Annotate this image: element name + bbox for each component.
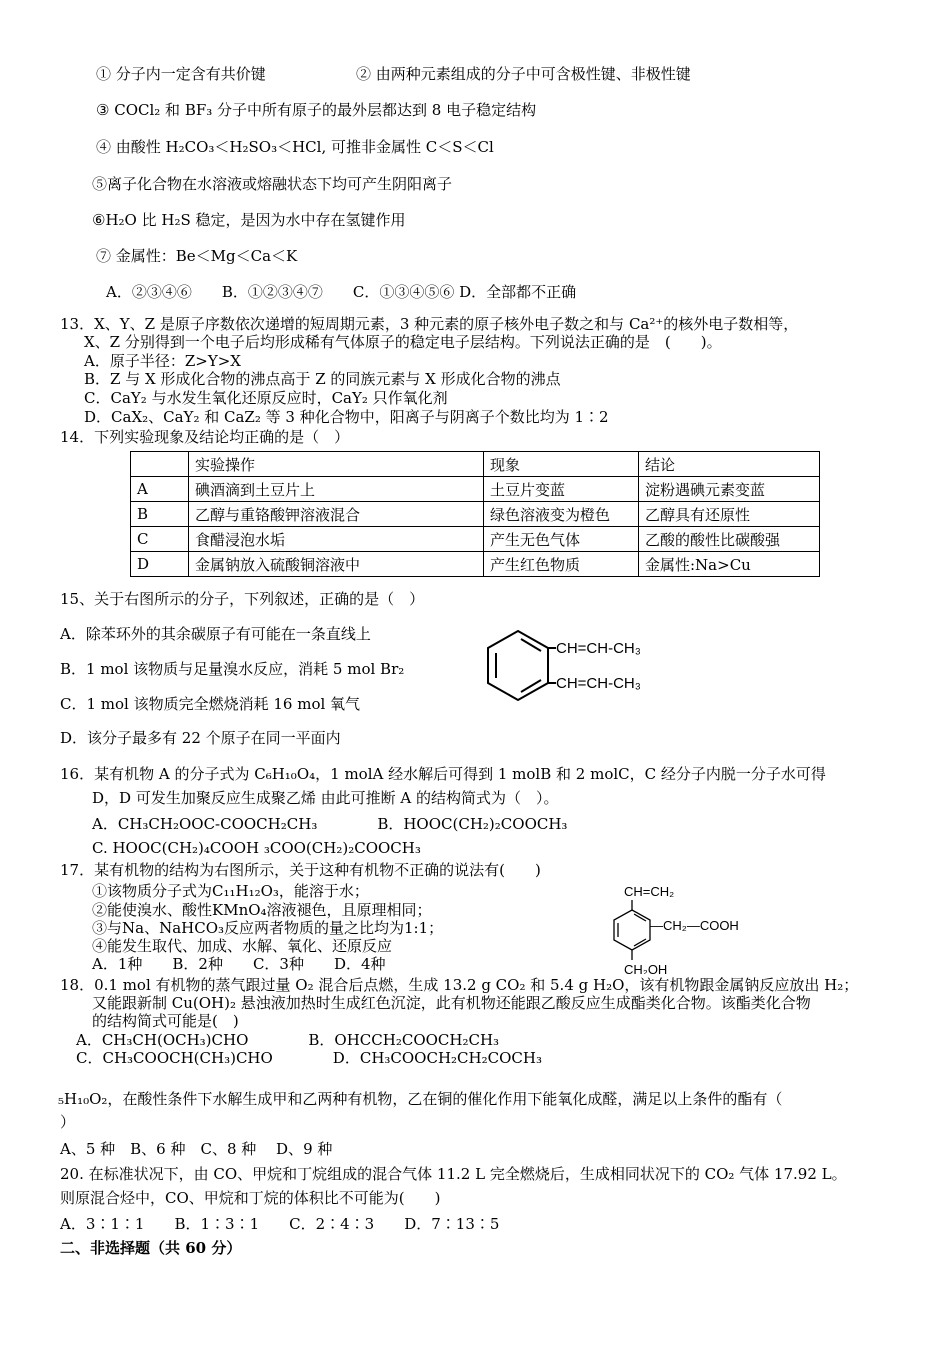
- q17-item-3: ③与Na、NaHCO₃反应两者物质的量之比均为1:1；: [92, 919, 444, 937]
- q12-statement-3: ③ COCl₂ 和 BF₃ 分子中所有原子的最外层都达到 8 电子稳定结构: [96, 101, 537, 119]
- q17-item-4: ④能发生取代、加成、水解、氧化、还原反应: [92, 937, 393, 955]
- table-cell: 绿色溶液变为橙色: [484, 502, 639, 527]
- q15-option-a: A．除苯环外的其余碳原子有可能在一条直线上: [60, 625, 371, 643]
- hydroxymethyl-label: CH₂OH: [624, 962, 668, 974]
- q13-stem-line2: X、Z 分别得到一个电子后均形成稀有气体原子的稳定电子层结构。下列说法正确的是 ( )。: [84, 333, 722, 351]
- q18-stem-line1: 18．0.1 mol 有机物的蒸气跟过量 O₂ 混合后点燃，生成 13.2 g CO₂ 和 5.4 g H₂O，该有机物跟金属钠反应放出 H₂；: [60, 976, 859, 994]
- vinyl-group-label: CH=CH₂: [624, 884, 675, 899]
- q17-options: A．1种 B．2种 C．3种 D．4种: [92, 955, 386, 973]
- experiment-table: [130, 451, 820, 577]
- q15-option-c: C．1 mol 该物质完全燃烧消耗 16 mol 氧气: [60, 695, 361, 713]
- q18-stem-line2: 又能跟新制 Cu(OH)₂ 悬浊液加热时生成红色沉淀，此有机物还能跟乙酸反应生成酯类化合物。该酯类化合物: [92, 994, 811, 1012]
- q12-statement-7: ⑦ 金属性：Be＜Mg＜Ca＜K: [96, 247, 298, 265]
- q16-options-ab: A．CH₃CH₂OOC-COOCH₂CH₃ B．HOOC(CH₂)₂COOCH₃: [92, 815, 568, 833]
- q12-statement-6: ⑥H₂O 比 H₂S 稳定，是因为水中存在氢键作用: [92, 211, 406, 229]
- q17-molecule-structure: [600, 878, 790, 974]
- q14-stem: 14．下列实验现象及结论均正确的是（ ）: [60, 428, 350, 446]
- q13-option-a: A．原子半径：Z>Y>X: [84, 352, 241, 370]
- table-cell: A: [131, 477, 189, 502]
- table-cell: 乙醇与重铬酸钾溶液混合: [189, 502, 484, 527]
- table-cell: 土豆片变蓝: [484, 477, 639, 502]
- q13-option-d: D．CaX₂、CaY₂ 和 CaZ₂ 等 3 种化合物中，阳离子与阴离子个数比均为 1∶2: [84, 408, 609, 426]
- table-row: [131, 552, 820, 577]
- q16-options-cd: C. HOOC(CH₂)₄COOH ₃COO(CH₂)₂COOCH₃: [92, 839, 421, 857]
- q17-item-1: ①该物质分子式为C₁₁H₁₂O₃，能溶于水；: [92, 882, 369, 900]
- q19-options: A、5 种 B、6 种 C、8 种 D、9 种: [60, 1140, 333, 1158]
- table-header-row: [131, 452, 820, 477]
- table-header-cell: [131, 452, 189, 477]
- table-cell: 产生红色物质: [484, 552, 639, 577]
- table-row: [131, 477, 820, 502]
- q19-stem-line2: ）: [60, 1113, 76, 1131]
- table-cell: 乙醇具有还原性: [639, 502, 820, 527]
- q20-stem-line1: 20. 在标准状况下，由 CO、甲烷和丁烷组成的混合气体 11.2 L 完全燃烧后，生成相同状况下的 CO₂ 气体 17.92 L。: [60, 1165, 847, 1183]
- q13-option-c: C．CaY₂ 与水发生氧化还原反应时，CaY₂ 只作氧化剂: [84, 389, 448, 407]
- table-header-cell: 现象: [484, 452, 639, 477]
- table-cell: C: [131, 527, 189, 552]
- table-row: [131, 502, 820, 527]
- q16-stem-line2: D，D 可发生加聚反应生成聚乙烯 由此可推断 A 的结构简式为（ ）。: [92, 789, 559, 807]
- q18-options-ab: A．CH₃CH(OCH₃)CHO B．OHCCH₂COOCH₂CH₃: [76, 1031, 500, 1049]
- q12-statement-1: ① 分子内一定含有共价键: [96, 65, 266, 83]
- carboxymethyl-label: —CH₂—COOH: [650, 918, 739, 933]
- q12-statement-5: ⑤离子化合物在水溶液或熔融状态下均可产生阴阳离子: [92, 175, 453, 193]
- q18-stem-line3: 的结构简式可能是( ): [92, 1012, 239, 1030]
- substituent-label: CH=CH-CH₃: [556, 675, 641, 692]
- q13-option-b: B．Z 与 X 形成化合物的沸点高于 Z 的同族元素与 X 形成化合物的沸点: [84, 370, 561, 388]
- q12-options: A．②③④⑥ B．①②③④⑦ C．①③④⑤⑥ D．全部都不正确: [106, 283, 577, 301]
- q17-item-2: ②能使溴水、酸性KMnO₄溶液褪色，且原理相同；: [92, 901, 432, 919]
- table-header-cell: 实验操作: [189, 452, 484, 477]
- q15-molecule-structure: [470, 625, 680, 725]
- table-cell: D: [131, 552, 189, 577]
- table-cell: 产生无色气体: [484, 527, 639, 552]
- table-cell: 碘酒滴到土豆片上: [189, 477, 484, 502]
- q19-stem-line1: ₅H₁₀O₂，在酸性条件下水解生成甲和乙两种有机物，乙在铜的催化作用下能氧化成醛，满足以上条件的酯有（: [58, 1090, 783, 1108]
- q20-options: A．3∶1∶1 B．1∶3∶1 C．2∶4∶3 D．7∶13∶5: [60, 1215, 500, 1233]
- q20-stem-line2: 则原混合烃中，CO、甲烷和丁烷的体积比不可能为( ): [60, 1189, 441, 1207]
- table-header-cell: 结论: [639, 452, 820, 477]
- table-cell: 金属性:Na>Cu: [639, 552, 820, 577]
- table-cell: 淀粉遇碘元素变蓝: [639, 477, 820, 502]
- q12-statement-4: ④ 由酸性 H₂CO₃＜H₂SO₃＜HCl, 可推非金属性 C＜S＜Cl: [96, 138, 494, 156]
- substituent-label: CH=CH-CH₃: [556, 640, 641, 657]
- benzene-ring: [614, 900, 650, 960]
- table-cell: 食醋浸泡水垢: [189, 527, 484, 552]
- q13-stem-line1: 13．X、Y、Z 是原子序数依次递增的短周期元素，3 种元素的原子核外电子数之和与 Ca²⁺的核外电子数相等，: [60, 315, 799, 333]
- table-cell: B: [131, 502, 189, 527]
- table-row: [131, 527, 820, 552]
- q18-options-cd: C．CH₃COOCH(CH₃)CHO D．CH₃COOCH₂CH₂COCH₃: [76, 1049, 542, 1067]
- q15-option-d: D．该分子最多有 22 个原子在同一平面内: [60, 729, 341, 747]
- table-cell: 金属钠放入硫酸铜溶液中: [189, 552, 484, 577]
- q12-statement-2: ② 由两种元素组成的分子中可含极性键、非极性键: [356, 65, 691, 83]
- q15-option-b: B．1 mol 该物质与足量溴水反应，消耗 5 mol Br₂: [60, 660, 405, 678]
- table-cell: 乙酸的酸性比碳酸强: [639, 527, 820, 552]
- benzene-ring: [488, 631, 556, 700]
- q17-stem: 17．某有机物的结构为右图所示，关于这种有机物不正确的说法有( ): [60, 861, 541, 879]
- section-heading: 二、非选择题（共 60 分）: [60, 1239, 242, 1257]
- q15-stem: 15、关于右图所示的分子，下列叙述，正确的是（ ）: [60, 590, 425, 608]
- q16-stem-line1: 16．某有机物 A 的分子式为 C₆H₁₀O₄，1 molA 经水解后可得到 1 molB 和 2 molC，C 经分子内脱一分子水可得: [60, 765, 826, 783]
